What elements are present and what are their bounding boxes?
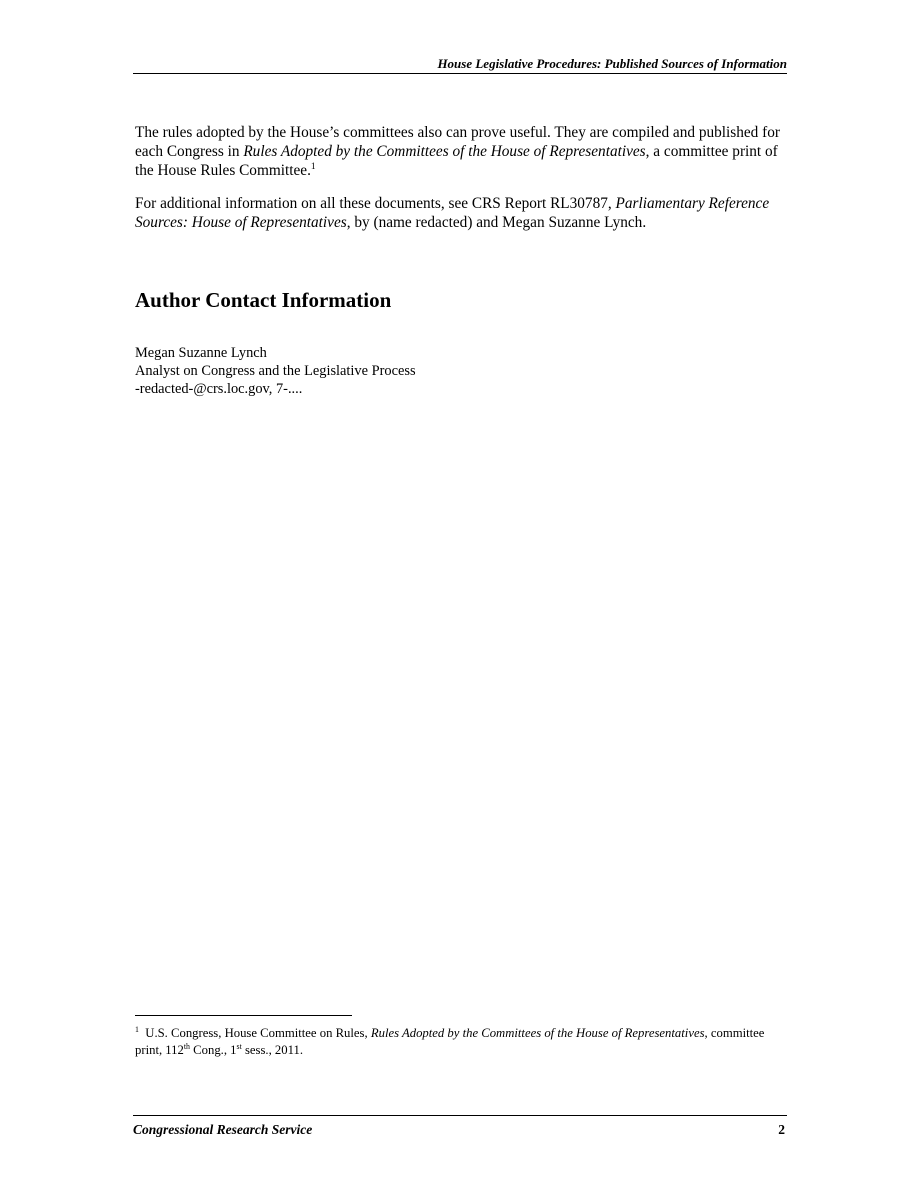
footnote-title-italic: Rules Adopted by the Committees of the House of Representatives — [370, 1026, 705, 1040]
author-contact-block — [135, 344, 416, 398]
paragraph-committee-rules — [135, 123, 785, 180]
running-header-title: House Legislative Procedures: Published Sources of Information — [437, 56, 787, 71]
paragraph-1-text-a: The rules adopted by the House’s committees also can prove useful. They are compiled and published for each Congress in — [135, 124, 780, 160]
footnote-sup-th: th — [183, 1041, 190, 1051]
author-name: Megan Suzanne Lynch — [135, 345, 267, 361]
paragraph-additional-info — [135, 194, 785, 232]
paragraph-1-text-c: , a committee print of the House Rules Committee. — [135, 143, 778, 179]
footnote-separator — [135, 1015, 352, 1016]
footnote-text-e: sess., 2011. — [241, 1043, 303, 1057]
footnote — [135, 1025, 785, 1059]
paragraph-2-text-a: For additional information on all these documents, see CRS Report RL30787, — [135, 195, 616, 212]
author-email-phone: -redacted-@crs.loc.gov, 7-.... — [135, 381, 303, 397]
author-role: Analyst on Congress and the Legislative Process — [135, 363, 416, 379]
paragraph-2-title-italic: Parliamentary Reference Sources: House of Representatives — [135, 195, 770, 231]
page-number: 2 — [778, 1122, 785, 1137]
footnote-text-a: U.S. Congress, House Committee on Rules, — [145, 1026, 371, 1040]
footnote-reference[interactable]: 1 — [310, 161, 316, 172]
section-heading: Author Contact Information — [135, 288, 392, 312]
footer-label: Congressional Research Service — [133, 1122, 313, 1137]
paragraph-1-title-italic: Rules Adopted by the Committees of the House of Representatives — [243, 143, 646, 160]
running-footer — [133, 1115, 787, 1139]
running-header — [133, 55, 787, 74]
footnote-number: 1 — [135, 1024, 139, 1034]
footnote-text-c: , committee print, 112 — [135, 1026, 765, 1057]
footnote-text-d: Cong., 1 — [190, 1043, 237, 1057]
footnote-sup-st: st — [236, 1041, 242, 1051]
paragraph-2-text-c: , by (name redacted) and Megan Suzanne Lynch. — [346, 214, 647, 231]
